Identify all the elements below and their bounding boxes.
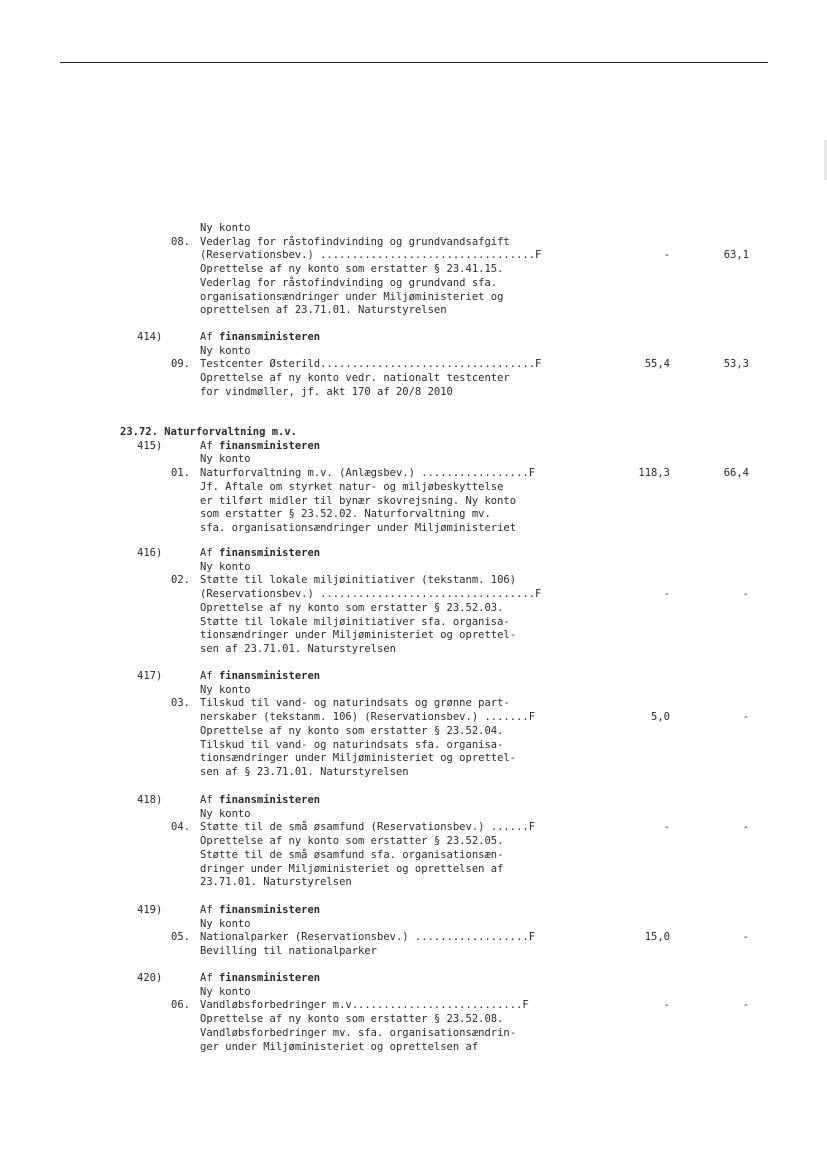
text-line: oprettelsen af 23.71.01. Naturstyrelsen: [200, 304, 447, 317]
ministry-name: finansministeren: [218, 972, 321, 984]
value-col-1: -: [663, 821, 670, 834]
ministry-name: finansministeren: [218, 331, 321, 343]
text-line: (Reservationsbev.) ..................................F: [200, 588, 542, 601]
text-line: Støtte til de små øsamfund sfa. organisationsæn-: [200, 848, 504, 861]
account-number: 03.: [171, 697, 190, 710]
text-line: Tilskud til vand- og naturindsats sfa. organisa-: [200, 738, 504, 751]
value-col-1: 55,4: [644, 358, 670, 371]
account-title: Støtte til lokale miljøinitiativer (tekstanm. 106): [200, 574, 517, 587]
text-line: sen af 23.71.01. Naturstyrelsen: [200, 642, 396, 655]
ministry-prefix: Af: [200, 331, 219, 343]
text-line: (Reservationsbev.) ..................................F: [200, 249, 542, 262]
account-number: 08.: [171, 235, 190, 248]
account-title: Vandløbsforbedringer m.v...........................F: [200, 999, 529, 1012]
account-number: 01.: [171, 467, 190, 480]
ministry-line: [200, 331, 320, 344]
text-line: tionsændringer under Miljøministeriet og oprettel-: [200, 629, 517, 642]
section-heading: 23.72. Naturforvaltning m.v.: [120, 426, 298, 438]
text-line: Jf. Aftale om styrket natur- og miljøbeskyttelse: [200, 480, 504, 493]
value-col-1: -: [663, 588, 670, 601]
ministry-line: [200, 794, 320, 807]
text-line: dringer under Miljøministeriet og oprettelsen af: [200, 862, 504, 875]
value-col-1: 118,3: [638, 467, 670, 480]
text-line: Ny konto: [200, 344, 251, 357]
value-col-1: -: [663, 999, 670, 1012]
text-line: Vederlag for råstofindvinding og grundvand sfa.: [200, 276, 498, 289]
account-number: 02.: [171, 574, 190, 587]
text-line: Ny konto: [200, 917, 251, 930]
text-line: for vindmøller, jf. akt 170 af 20/8 2010: [200, 385, 453, 398]
account-title: Støtte til de små øsamfund (Reservationsbev.) ......F: [200, 821, 536, 834]
reference-number: 417): [137, 670, 163, 682]
value-col-1: 5,0: [651, 711, 670, 724]
ministry-prefix: Af: [200, 670, 219, 682]
text-line: Vandløbsforbedringer mv. sfa. organisationsændrin-: [200, 1026, 517, 1039]
text-line: Bevilling til nationalparker: [200, 945, 378, 958]
value-col-2: -: [742, 821, 749, 834]
account-title: Testcenter Østerild..................................F: [200, 358, 542, 371]
value-col-2: 63,1: [723, 249, 749, 262]
text-line: Ny konto: [200, 807, 251, 820]
value-col-2: -: [742, 999, 749, 1012]
ministry-prefix: Af: [200, 794, 219, 806]
account-number: 05.: [171, 931, 190, 944]
value-col-1: -: [663, 249, 670, 262]
reference-number: 414): [137, 331, 163, 343]
value-col-2: -: [742, 588, 749, 601]
reference-number: 415): [137, 439, 163, 452]
text-line: organisationsændringer under Miljøministeriet og: [200, 290, 504, 303]
ministry-line: [200, 440, 320, 453]
ministry-line: [200, 904, 320, 917]
text-line: som erstatter § 23.52.02. Naturforvaltning mv.: [200, 508, 491, 521]
account-title: Vederlag for råstofindvinding og grundvandsafgift: [200, 235, 510, 248]
text-line: sfa. organisationsændringer under Miljøministeriet: [200, 521, 517, 534]
value-col-2: 66,4: [723, 467, 749, 480]
text-line: Støtte til lokale miljøinitiativer sfa. organisa-: [200, 615, 510, 628]
account-number: 04.: [171, 821, 190, 834]
ministry-name: finansministeren: [218, 439, 321, 452]
text-line: Ny konto: [200, 222, 251, 234]
ministry-line: [200, 670, 320, 683]
value-col-2: -: [742, 711, 749, 724]
text-line: 23.71.01. Naturstyrelsen: [200, 876, 352, 889]
account-title: Nationalparker (Reservationsbev.) ..................F: [200, 931, 536, 944]
account-title: Naturforvaltning m.v. (Anlægsbev.) .................F: [200, 467, 536, 480]
ministry-prefix: Af: [200, 972, 219, 984]
account-number: 06.: [171, 999, 190, 1012]
reference-number: 420): [137, 972, 163, 984]
value-col-1: 15,0: [644, 931, 670, 944]
ministry-name: finansministeren: [218, 547, 321, 559]
text-line: Oprettelse af ny konto som erstatter § 23.52.05.: [200, 835, 504, 848]
ministry-prefix: Af: [200, 547, 219, 559]
text-line: Ny konto: [200, 560, 251, 573]
text-line: Ny konto: [200, 453, 251, 466]
text-line: Ny konto: [200, 985, 251, 998]
ministry-name: finansministeren: [218, 904, 321, 916]
text-line: nerskaber (tekstanm. 106) (Reservationsbev.) .......F: [200, 711, 536, 724]
ministry-line: [200, 547, 320, 560]
text-line: Oprettelse af ny konto som erstatter § 23.52.04.: [200, 724, 504, 737]
reference-number: 419): [137, 904, 163, 916]
account-title: Tilskud til vand- og naturindsats og grønne part-: [200, 697, 510, 710]
ministry-line: [200, 972, 320, 985]
value-col-2: -: [742, 931, 749, 944]
ministry-prefix: Af: [200, 439, 219, 452]
value-col-2: 53,3: [723, 358, 749, 371]
text-line: Ny konto: [200, 683, 251, 696]
text-line: tionsændringer under Miljøministeriet og oprettel-: [200, 752, 517, 765]
account-number: 09.: [171, 358, 190, 371]
text-line: Oprettelse af ny konto vedr. nationalt testcenter: [200, 372, 510, 385]
text-line: Oprettelse af ny konto som erstatter § 23.52.08.: [200, 1013, 504, 1026]
ministry-prefix: Af: [200, 904, 219, 916]
text-line: sen af § 23.71.01. Naturstyrelsen: [200, 765, 409, 778]
reference-number: 416): [137, 547, 163, 559]
text-line: Oprettelse af ny konto som erstatter § 23.41.15.: [200, 263, 504, 276]
text-line: er tilført midler til bynær skovrejsning. Ny konto: [200, 494, 517, 507]
reference-number: 418): [137, 794, 163, 806]
header-rule: [60, 62, 768, 63]
text-line: ger under Miljøministeriet og oprettelsen af: [200, 1040, 479, 1053]
ministry-name: finansministeren: [218, 794, 321, 806]
text-line: Oprettelse af ny konto som erstatter § 23.52.03.: [200, 601, 504, 614]
ministry-name: finansministeren: [218, 670, 321, 682]
